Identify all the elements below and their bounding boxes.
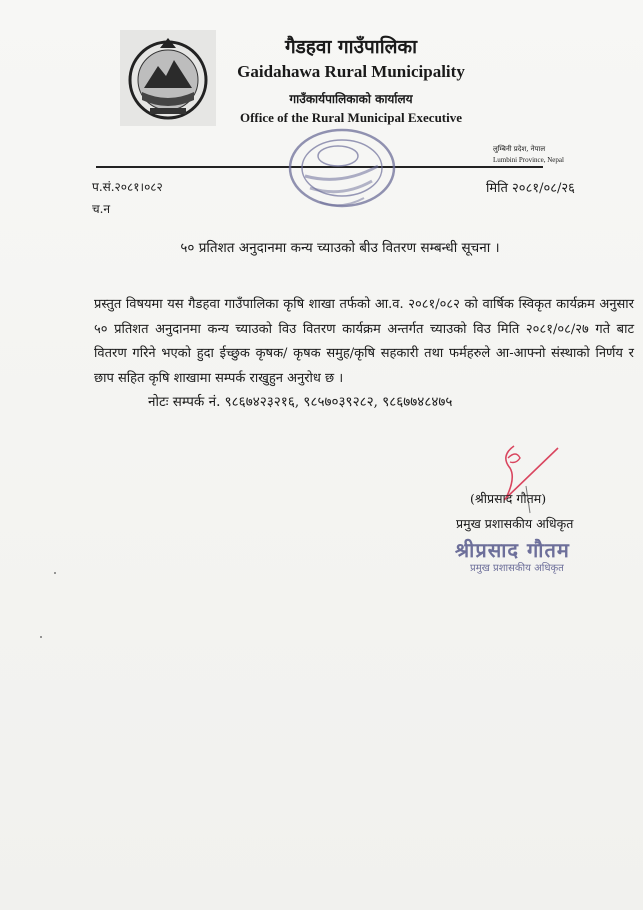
contact-note: नोटः सम्पर्क नं. ९८६७४२३२१६, ९८५७०३९२८२, ९८६७७४८४७५ bbox=[148, 394, 453, 410]
dispatch-number: च.न bbox=[92, 202, 111, 216]
scan-speck bbox=[40, 636, 42, 638]
municipality-title-english: Gaidahawa Rural Municipality bbox=[237, 62, 465, 81]
office-stamp-icon bbox=[280, 126, 400, 218]
reference-number: प.सं.२०८१।०८२ bbox=[92, 180, 163, 194]
letter-date: मिति २०८१/०८/२६ bbox=[486, 181, 575, 196]
office-title-english: Office of the Rural Municipal Executive bbox=[239, 110, 463, 125]
signatory-stamp-title: प्रमुख प्रशासकीय अधिकृत bbox=[470, 563, 564, 574]
signatory-stamp-name: श्रीप्रसाद गौतम bbox=[455, 538, 570, 562]
office-title-nepali: गाउँकार्यपालिकाको कार्यालय bbox=[289, 92, 413, 106]
signature-icon bbox=[486, 438, 576, 523]
municipality-title-nepali: गैडहवा गाउँपालिका bbox=[284, 36, 418, 58]
province-english: Lumbini Province, Nepal bbox=[493, 156, 564, 164]
province-nepali: लुम्बिनी प्रदेश, नेपाल bbox=[493, 145, 546, 153]
letter-subject: ५० प्रतिशत अनुदानमा कन्य च्याउको बीउ वितरण सम्बन्धी सूचना । bbox=[180, 240, 500, 256]
scan-speck bbox=[54, 572, 56, 574]
signatory-name: (श्रीप्रसाद गौतम) bbox=[470, 491, 547, 506]
signatory-title: प्रमुख प्रशासकीय अधिकृत bbox=[456, 516, 574, 531]
letter-body: प्रस्तुत विषयमा यस गैडहवा गाउँपालिका कृषि शाखा तर्फको आ.व. २०८१/०८२ को वार्षिक स्विकृत कार्यक्रम अनुसार ५० प्रतिशत अनुदानमा कन्य च्याउको विउ वितरण कार्यक्रम अन्तर्गत च्याउको विउ मिति २०८१/०८/२७ गते बाट वितरण गरिने भएको हुदा ईच्छुक कृषक/ कृषक समुह/कृषि सहकारी तथा फर्महरुले आ-आफ्नो संस्थाको निर्णय र छाप सहित कृषि शाखामा सम्पर्क राखुहुन अनुरोध छ । bbox=[94, 297, 634, 386]
